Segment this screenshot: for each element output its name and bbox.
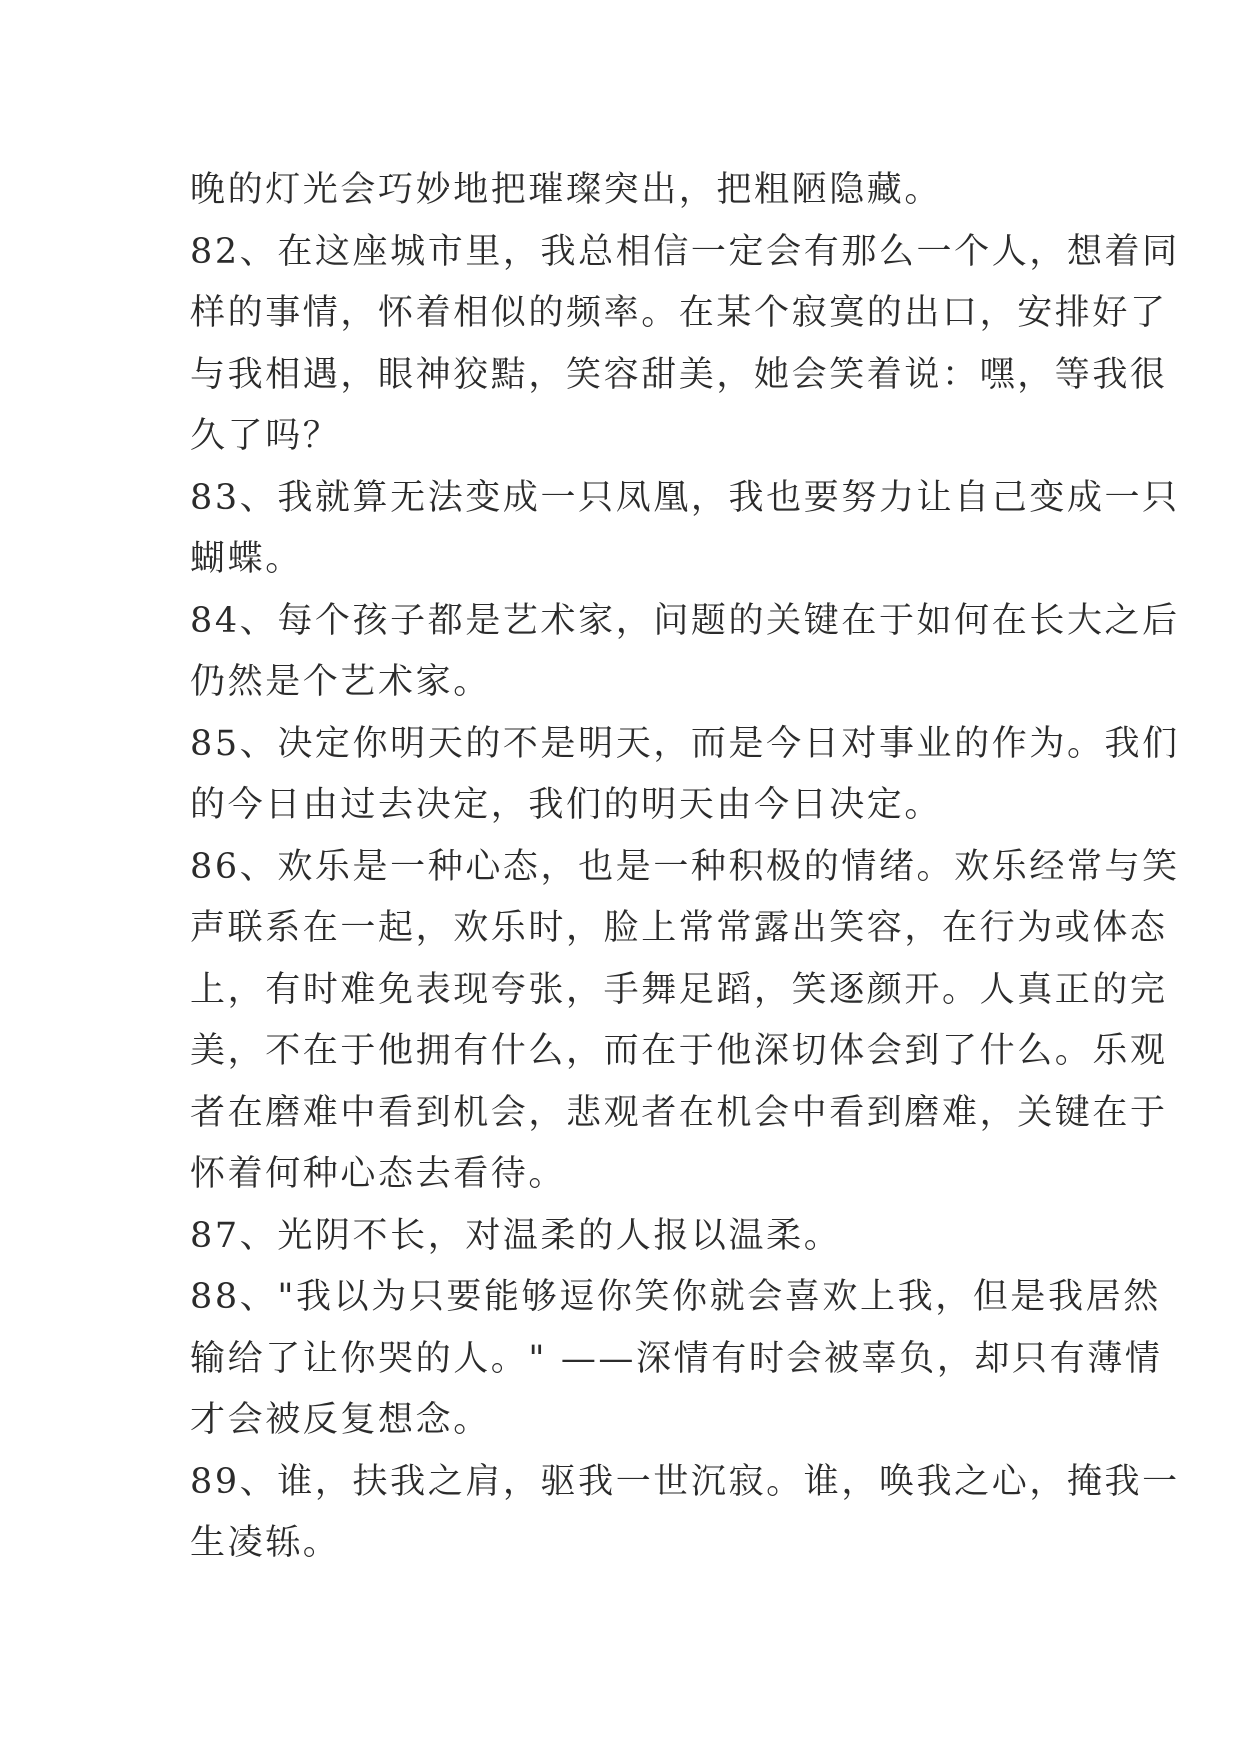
text-line: 89、谁，扶我之肩，驱我一世沉寂。谁，唤我之心，掩我一 <box>190 1461 1180 1502</box>
text-line: 82、在这座城市里，我总相信一定会有那么一个人，想着同 <box>190 231 1180 272</box>
text-line: 与我相遇，眼神狡黠，笑容甜美，她会笑着说：嘿，等我很 <box>190 354 1168 395</box>
text-line: 生凌轹。 <box>190 1523 341 1563</box>
text-line: 才会被反复想念。 <box>190 1400 491 1440</box>
text-line: 美，不在于他拥有什么，而在于他深切体会到了什么。乐观 <box>190 1031 1168 1071</box>
text-line: 上，有时难免表现夸张，手舞足蹈，笑逐颜开。人真正的完 <box>190 969 1168 1010</box>
text-line: 样的事情，怀着相似的频率。在某个寂寞的出口，安排好了 <box>190 293 1168 333</box>
text-line: 蝴蝶。 <box>190 539 303 579</box>
text-line: 87、光阴不长，对温柔的人报以温柔。 <box>190 1215 842 1256</box>
text-line: 86、欢乐是一种心态，也是一种积极的情绪。欢乐经常与笑 <box>190 846 1180 887</box>
text-line: 怀着何种心态去看待。 <box>190 1154 567 1194</box>
text-line: 久了吗？ <box>190 416 341 456</box>
text-line: 88、"我以为只要能够逗你笑你就会喜欢上我，但是我居然 <box>190 1277 1161 1317</box>
text-line: 84、每个孩子都是艺术家，问题的关键在于如何在长大之后 <box>190 600 1180 641</box>
text-line: 声联系在一起，欢乐时，脸上常常露出笑容，在行为或体态 <box>190 908 1168 948</box>
text-line: 者在磨难中看到机会，悲观者在机会中看到磨难，关键在于 <box>190 1092 1168 1133</box>
text-line: 晚的灯光会巧妙地把璀璨突出，把粗陋隐藏。 <box>190 170 943 210</box>
text-line: 仍然是个艺术家。 <box>190 662 491 702</box>
text-line: 输给了让你哭的人。" ——深情有时会被辜负，却只有薄情 <box>190 1338 1163 1379</box>
text-line: 85、决定你明天的不是明天，而是今日对事业的作为。我们 <box>190 723 1180 764</box>
document-body <box>190 160 1180 1575</box>
text-line: 83、我就算无法变成一只凤凰，我也要努力让自己变成一只 <box>190 477 1180 518</box>
text-line: 的今日由过去决定，我们的明天由今日决定。 <box>190 785 943 825</box>
